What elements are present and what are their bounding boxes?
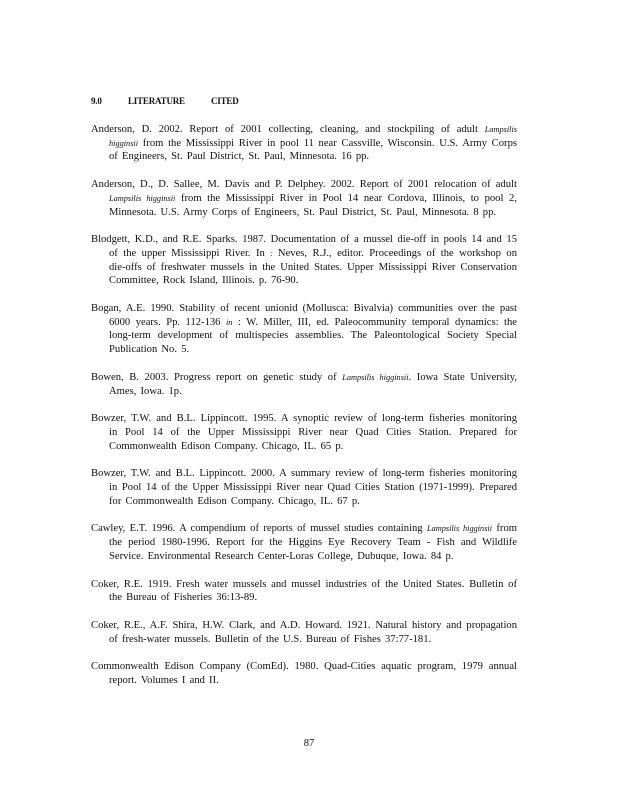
reference-text: Coker, R.E., A.F. Shira, H.W. Clark, and A.D. Howard. 1921. Natural history and propagation of fresh-water mussels. Bulletin of the U.S. Bureau of Fishes 37:77-181.	[91, 619, 517, 645]
section-number: 9.0	[91, 96, 102, 106]
italic-text: Lampsilis higginsii	[426, 524, 493, 534]
reference-text: Cawley, E.T. 1996. A compendium of reports of mussel studies containing	[91, 523, 427, 535]
reference-text: Anderson, D. 2002. Report of 2001 collecting, cleaning, and stockpiling of adult	[91, 124, 485, 135]
reference-entry	[91, 467, 517, 508]
reference-entry	[91, 233, 517, 288]
italic-text: Lampsilis higginsii	[109, 125, 517, 148]
reference-list	[91, 123, 517, 702]
reference-text: Coker, R.E. 1919. Fresh water mussels and mussel industries of the United States. Bulletin of the Bureau of Fisheries 36:13-89.	[91, 578, 517, 604]
section-heading	[91, 96, 239, 106]
reference-text: Commonwealth Edison Company (ComEd). 1980. Quad-Cities aquatic program, 1979 annual report. Volumes I and II.	[91, 661, 517, 687]
page-number: 87	[303, 738, 315, 749]
reference-entry	[91, 619, 517, 646]
italic-text: Lampsilis higginsii	[109, 193, 176, 203]
reference-text: Bowzer, T.W. and B.L. Lippincott. 2000. A summary review of long-term fisheries monitoring in Pool 14 of the Upper Mississippi River near Quad Cities Station (1971-1999). Prepared for Commonwealth Edison Company. Chicago, IL. 67 p.	[91, 468, 517, 507]
reference-text: Bowen, B. 2003. Progress report on genetic study of	[91, 371, 343, 383]
reference-text: from the Mississippi River in Pool 14 near Cordova, Illinois, to pool 2, Minnesota. U.S. Army Corps of Engineers, St. Paul District, St. Paul, Minnesota. 8 pp.	[109, 192, 517, 218]
reference-entry	[91, 412, 517, 453]
reference-text: : W. Miller, III, ed. Paleocommunity temporal dynamics: the long-term development of multispecies assemblies. The Paleontological Society Special Publication No. 5.	[109, 316, 517, 356]
reference-entry	[91, 178, 517, 219]
reference-entry	[91, 302, 517, 357]
section-title-word-1: LITERATURE	[128, 96, 185, 106]
reference-entry	[91, 123, 517, 164]
reference-text: Neves, R.J., editor. Proceedings of the workshop on die-offs of freshwater mussels in the United States. Upper Mississippi River Conservation Committee, Rock Island, Illinois. p. 76-90.	[109, 247, 518, 287]
reference-text: Bowzer, T.W. and B.L. Lippincott. 1995. A synoptic review of long-term fisheries monitoring in Pool 14 of the Upper Mississippi River near Quad Cities Station. Prepared for Commonwealth Edison Company. Chicago, IL. 65 p.	[91, 413, 517, 452]
reference-entry	[91, 371, 517, 398]
reference-text: Bogan, A.E. 1990. Stability of recent unionid (Mollusca: Bivalvia) communities over the past 6000 years. Pp. 112-136	[91, 303, 517, 328]
reference-text: Anderson, D., D. Sallee, M. Davis and P. Delphey. 2002. Report of 2001 relocation of adult	[91, 179, 517, 191]
reference-text: from the period 1980-1996. Report for the Higgins Eye Recovery Team - Fish and Wildlife Service. Environmental Research Center-Loras College, Dubuque, Iowa. 84 p.	[109, 523, 517, 562]
section-title-word-2: CITED	[211, 96, 239, 106]
reference-text: Blodgett, K.D., and R.E. Sparks. 1987. Documentation of a mussel die-off in pools 14 and 15 of the upper Mississippi River. In	[91, 234, 517, 259]
italic-text: in	[225, 317, 233, 327]
reference-entry	[91, 660, 517, 687]
reference-entry	[91, 578, 517, 605]
reference-text: from the Mississippi River in pool 11 near Cassville, Wisconsin. U.S. Army Corps of Engineers, St. Paul District, St. Paul, Minnesota. 16 pp.	[109, 137, 517, 163]
italic-text: Lampsilis higginsii	[342, 372, 409, 382]
reference-entry	[91, 522, 517, 563]
reference-text: . Iowa State University, Ames, Iowa. 1p.	[109, 371, 518, 397]
italic-text: :	[270, 248, 278, 258]
